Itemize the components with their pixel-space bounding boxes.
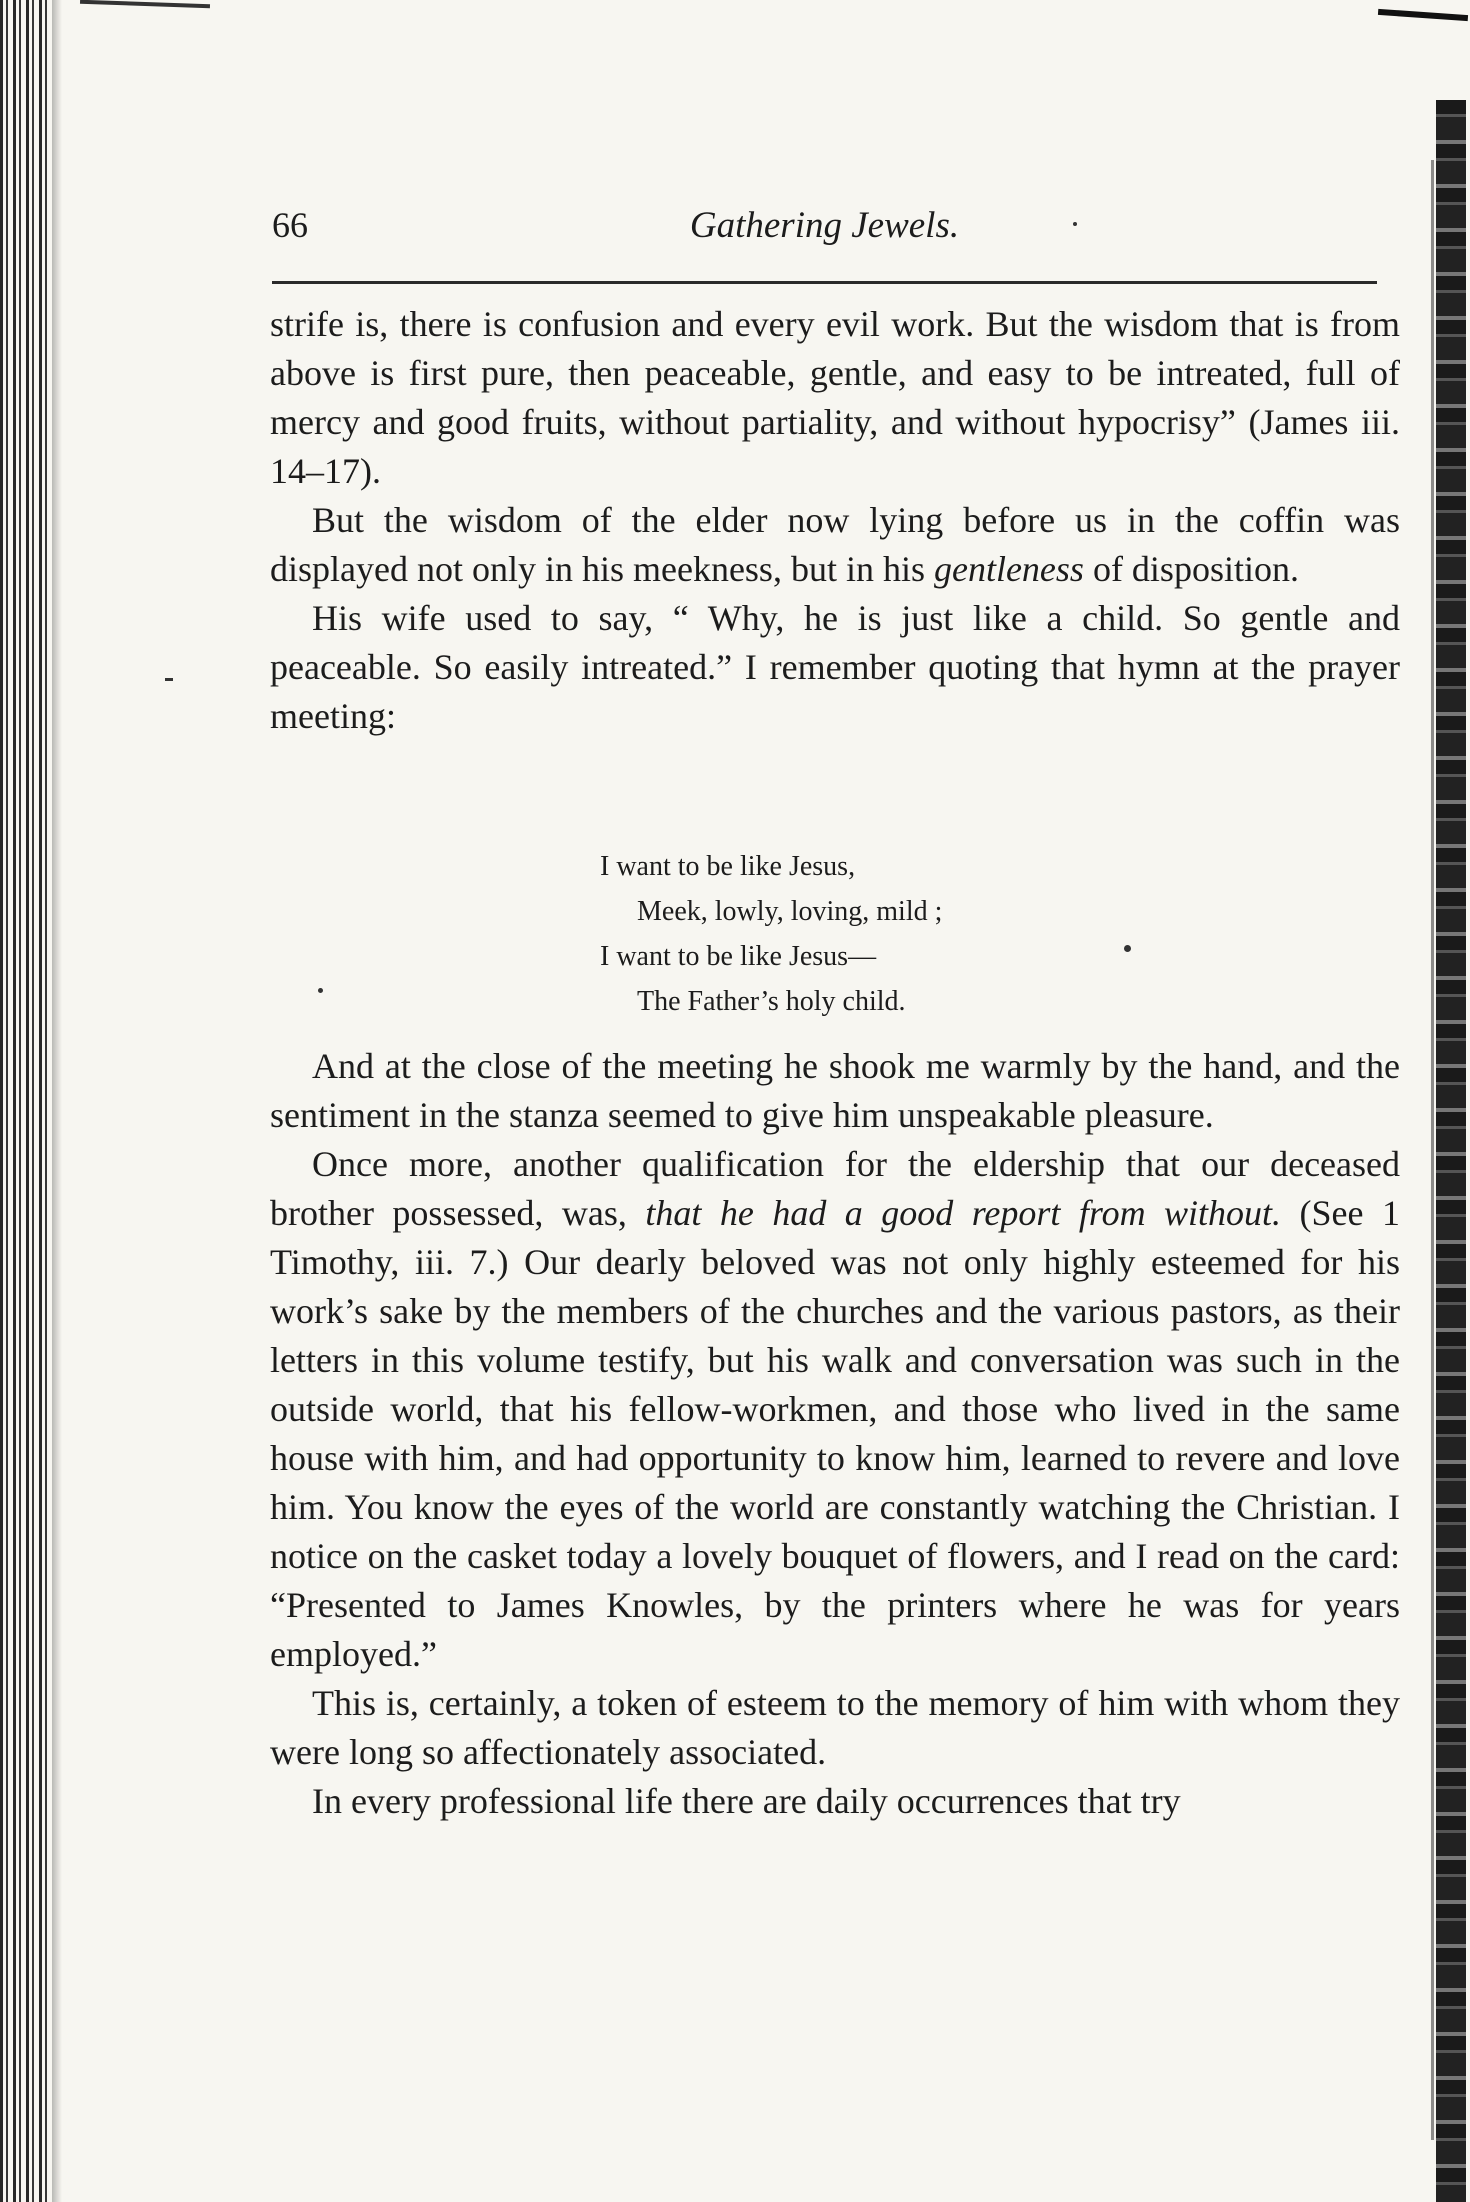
- left-binding-edge: [0, 0, 52, 2202]
- text-segment: In every professional life there are daily occurrences that try: [312, 1781, 1181, 1821]
- text-segment: But the wisdom of the elder now lying before us in the coffin was displayed not only in his meekness, but in his: [270, 500, 1400, 589]
- text-segment: of disposition.: [1083, 549, 1299, 589]
- text-segment-italic: that he had a good report from without.: [645, 1193, 1282, 1233]
- text-segment: strife is, there is confusion and every evil work. But the wisdom that is from above is first pure, then peaceable, gentle, and easy to be intreated, full of mercy and good fruits, without partiality, and without hypocrisy” (James iii. 14–17).: [270, 304, 1400, 491]
- header-rule: [272, 281, 1377, 284]
- page-header: [272, 204, 1377, 268]
- paragraph: [270, 1777, 1400, 1826]
- text-segment-italic: gentleness: [933, 549, 1084, 589]
- poem-line: I want to be like Jesus,: [600, 851, 856, 882]
- poem-line: Meek, lowly, loving, mild ;: [637, 896, 943, 927]
- text-segment: (See 1 Timothy, iii. 7.) Our dearly beloved was not only highly esteemed for his work’s sake by the members of the churches and the various pastors, as their letters in this volume testify, but his walk and conversation was such in the outside world, that his fellow-workmen, and those who lived in the same house with him, and had opportunity to know him, learned to revere and love him. You know the eyes of the world are constantly watching the Christian. I notice on the casket today a lovely bouquet of flowers, and I read on the card: “Presented to James Knowles, by the printers where he was for years employed.”: [270, 1193, 1400, 1674]
- text-segment: His wife used to say, “ Why, he is just like a child. So gentle and peaceable. So easily intreated.” I remember quoting that hymn at the prayer meeting:: [270, 598, 1400, 736]
- paragraph: [270, 1679, 1400, 1777]
- poem-line: I want to be like Jesus—: [600, 941, 877, 972]
- top-left-scan-mark: [80, 0, 210, 8]
- paragraph: [270, 1140, 1400, 1679]
- right-page-edge: [1436, 100, 1466, 2202]
- paragraph: [270, 300, 1400, 496]
- paragraph: [270, 496, 1400, 594]
- ink-speck: [1124, 945, 1131, 952]
- text-segment: And at the close of the meeting he shook me warmly by the hand, and the sentiment in the stanza seemed to give him unspeakable pleasure.: [270, 1046, 1400, 1135]
- hymn-stanza: [600, 844, 942, 1024]
- poem-line: The Father’s holy child.: [637, 986, 906, 1017]
- top-right-scan-mark: [1378, 9, 1468, 21]
- right-edge-line: [1431, 160, 1434, 2140]
- text-segment: This is, certainly, a token of esteem to the memory of him with whom they were long so affectionately associated.: [270, 1683, 1400, 1772]
- paragraph: [270, 594, 1400, 741]
- ink-speck: [1073, 222, 1077, 226]
- running-title: Gathering Jewels.: [689, 205, 960, 246]
- paragraph: [270, 1042, 1400, 1140]
- ink-speck: [165, 678, 173, 681]
- ink-speck: [318, 988, 323, 993]
- left-edge-shadow: [52, 0, 62, 2202]
- text-segment: Once more, another qualification for the eldership that our deceased brother possessed, was,: [270, 1144, 1400, 1233]
- page-number: 66: [272, 205, 308, 245]
- body-text-top: [270, 300, 1400, 741]
- body-text-bottom: [270, 1042, 1400, 1826]
